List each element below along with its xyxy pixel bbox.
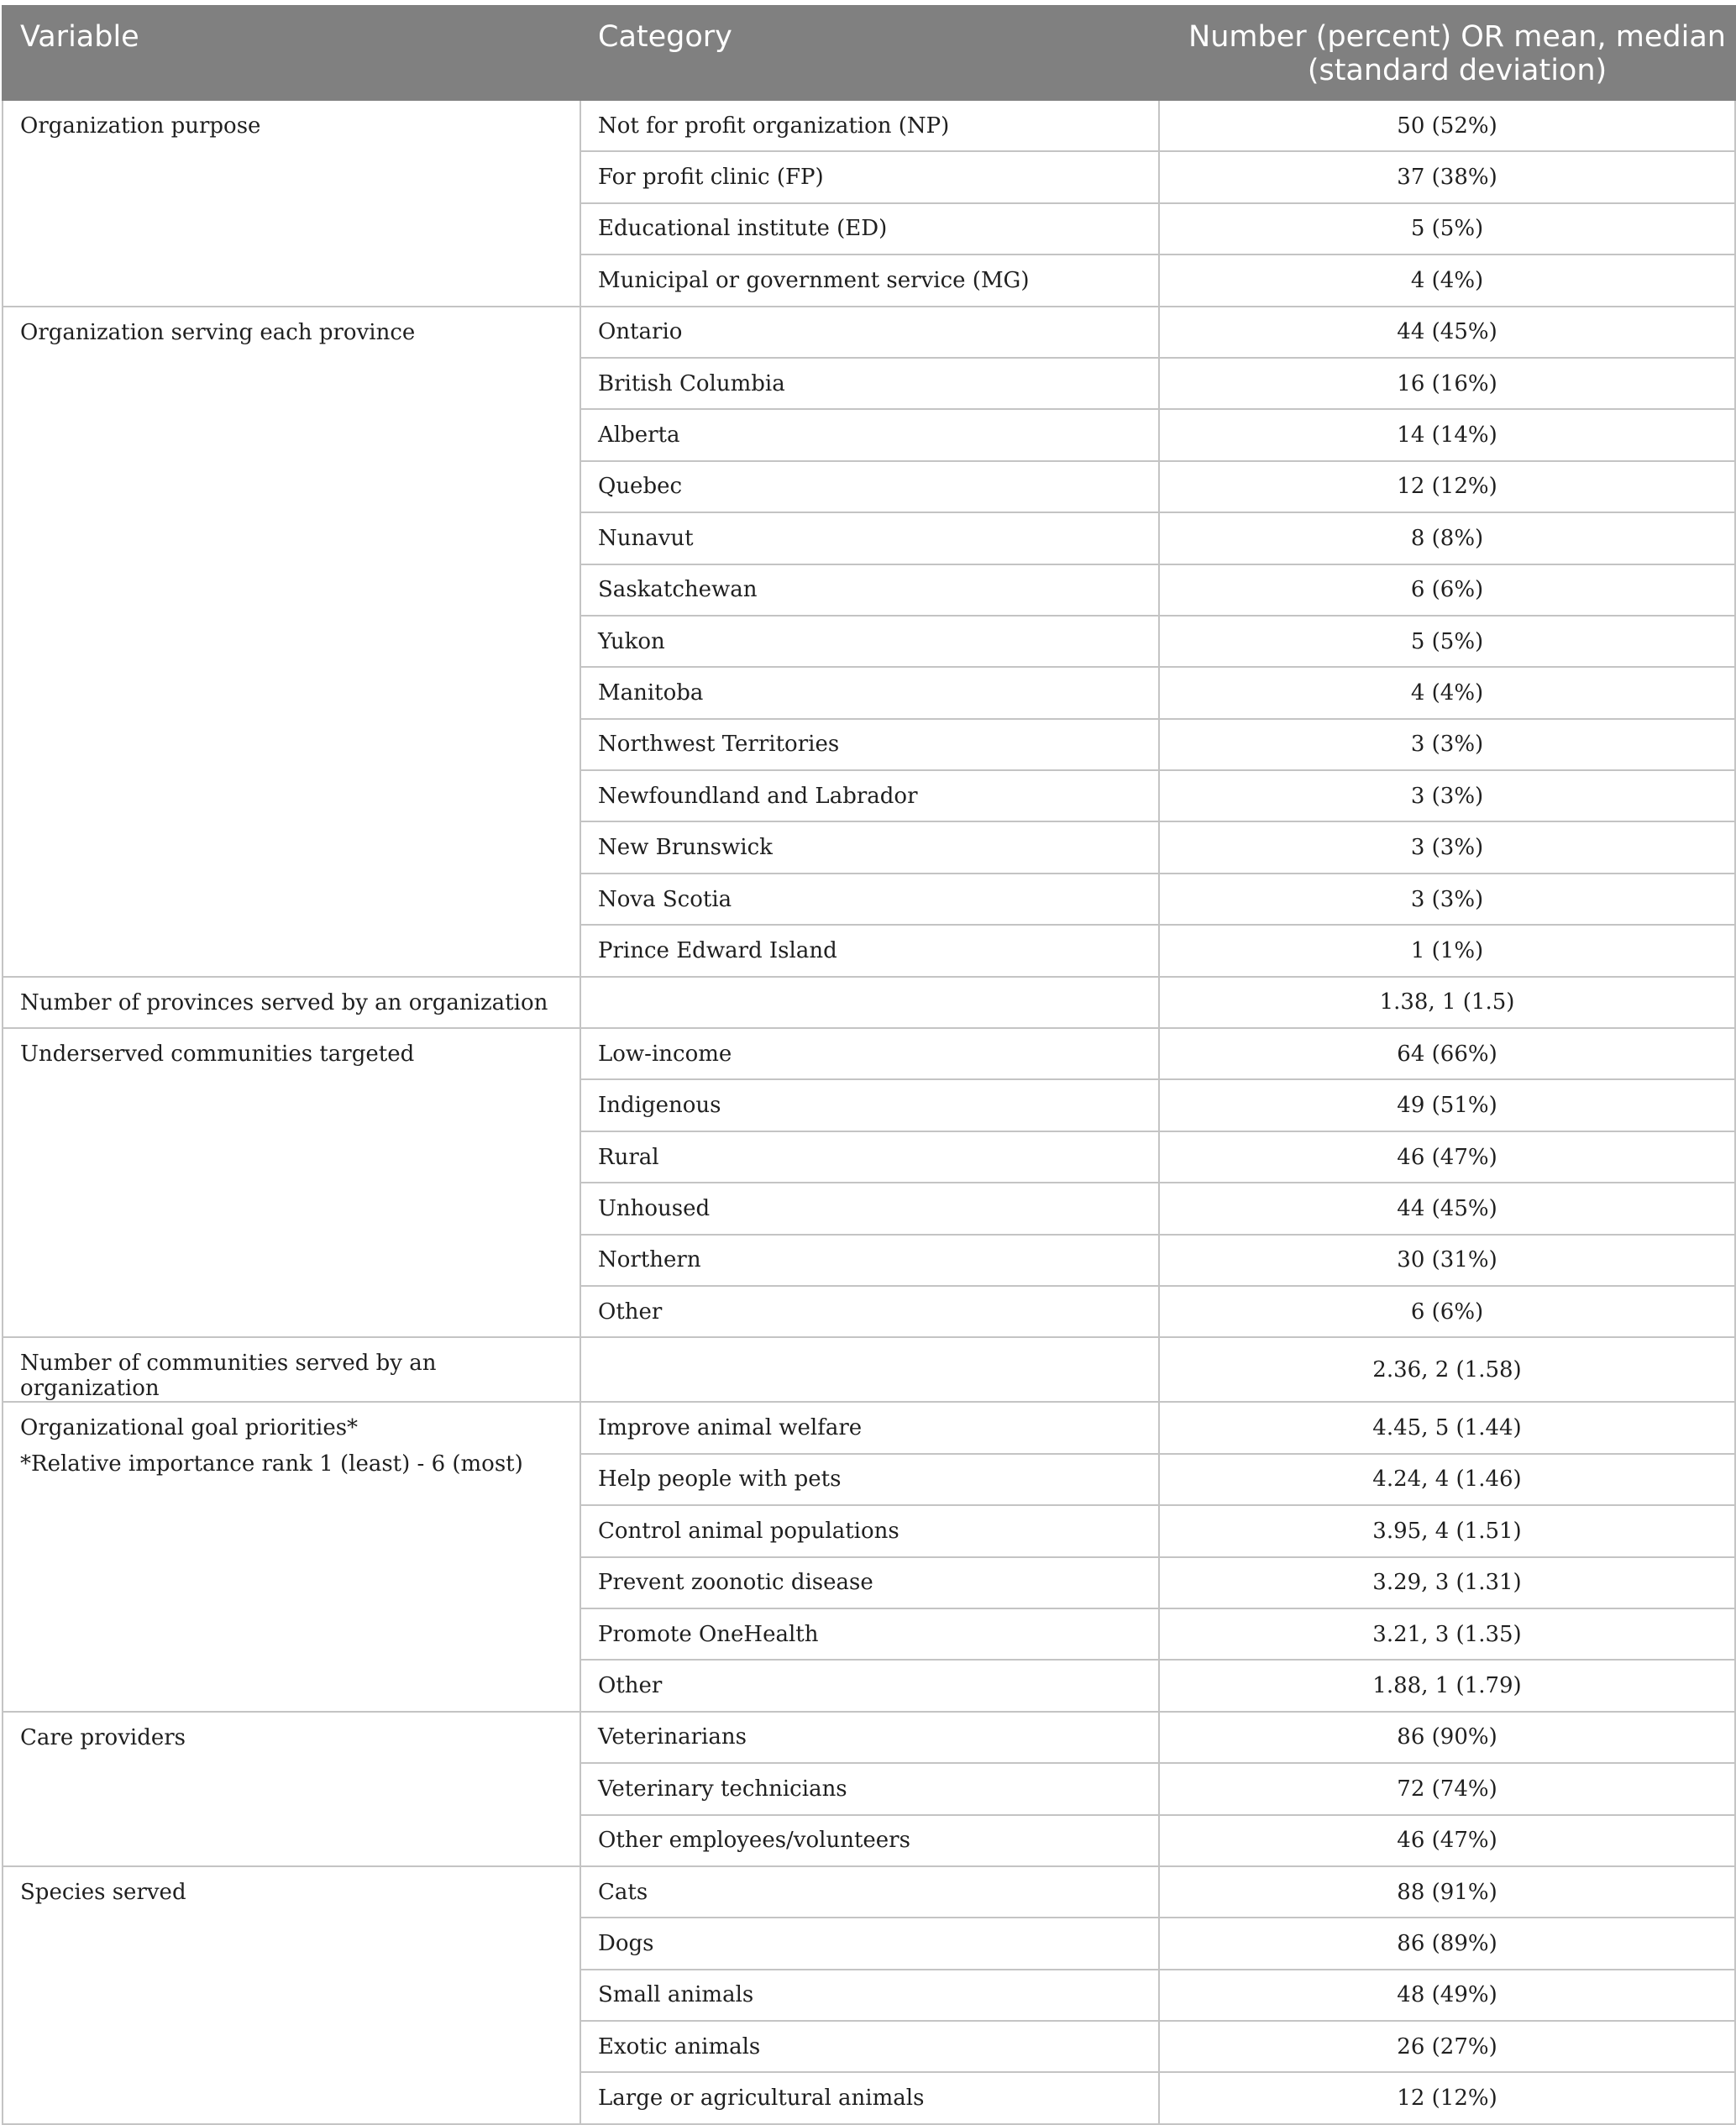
value-cell: 88 (91%) xyxy=(1159,1866,1735,1918)
value-cell: 4.24, 4 (1.46) xyxy=(1159,1454,1735,1505)
data-table xyxy=(2,5,1736,2125)
category-cell: Help people with pets xyxy=(580,1454,1159,1505)
category-cell: Small animals xyxy=(580,1970,1159,2021)
value-cell: 3 (3%) xyxy=(1159,770,1735,821)
value-cell: 37 (38%) xyxy=(1159,151,1735,202)
value-cell: 14 (14%) xyxy=(1159,409,1735,460)
value-cell: 4 (4%) xyxy=(1159,254,1735,306)
value-cell: 1.88, 1 (1.79) xyxy=(1159,1660,1735,1711)
variable-label: Organizational goal priorities* xyxy=(20,1415,359,1441)
variable-label: Species served xyxy=(20,1879,186,1905)
category-cell: Prevent zoonotic disease xyxy=(580,1557,1159,1608)
category-cell: Veterinarians xyxy=(580,1712,1159,1763)
category-cell: Improve animal welfare xyxy=(580,1402,1159,1453)
variable-cell xyxy=(3,1028,580,1337)
variable-label: Organization purpose xyxy=(20,113,261,139)
value-cell: 3.21, 3 (1.35) xyxy=(1159,1608,1735,1660)
category-cell: Newfoundland and Labrador xyxy=(580,770,1159,821)
variable-cell xyxy=(3,307,580,977)
category-cell xyxy=(580,977,1159,1028)
value-cell: 3.95, 4 (1.51) xyxy=(1159,1505,1735,1556)
category-cell: Other xyxy=(580,1286,1159,1337)
value-cell: 26 (27%) xyxy=(1159,2021,1735,2072)
category-cell: Educational institute (ED) xyxy=(580,203,1159,254)
variable-cell xyxy=(3,1866,580,2124)
value-cell: 1.38, 1 (1.5) xyxy=(1159,977,1735,1028)
value-cell: 86 (90%) xyxy=(1159,1712,1735,1763)
table-row xyxy=(3,1337,1735,1402)
category-cell: Quebec xyxy=(580,461,1159,512)
category-cell: Low-income xyxy=(580,1028,1159,1079)
category-cell: Yukon xyxy=(580,616,1159,667)
category-cell: Nunavut xyxy=(580,512,1159,564)
value-cell: 12 (12%) xyxy=(1159,2072,1735,2123)
value-cell: 48 (49%) xyxy=(1159,1970,1735,2021)
category-cell: Other xyxy=(580,1660,1159,1711)
category-cell: Rural xyxy=(580,1131,1159,1183)
value-cell: 8 (8%) xyxy=(1159,512,1735,564)
category-cell: Manitoba xyxy=(580,667,1159,718)
value-cell: 16 (16%) xyxy=(1159,358,1735,409)
value-cell: 3.29, 3 (1.31) xyxy=(1159,1557,1735,1608)
table-row xyxy=(3,977,1735,1028)
value-cell: 44 (45%) xyxy=(1159,1183,1735,1234)
table-row xyxy=(3,1866,1735,1918)
table-row xyxy=(3,1402,1735,1453)
category-cell: Large or agricultural animals xyxy=(580,2072,1159,2123)
value-cell: 6 (6%) xyxy=(1159,1286,1735,1337)
value-cell: 30 (31%) xyxy=(1159,1235,1735,1286)
value-cell: 1 (1%) xyxy=(1159,925,1735,976)
variable-cell xyxy=(3,1712,580,1866)
table-row xyxy=(3,307,1735,358)
category-cell: Nova Scotia xyxy=(580,874,1159,925)
variable-cell xyxy=(3,977,580,1028)
category-cell: Other employees/volunteers xyxy=(580,1815,1159,1866)
variable-label: Number of communities served by an organization xyxy=(20,1351,437,1402)
variable-label: Care providers xyxy=(20,1724,186,1750)
category-cell: Alberta xyxy=(580,409,1159,460)
table-row xyxy=(3,100,1735,151)
header-variable: Variable xyxy=(3,6,580,100)
value-cell: 4.45, 5 (1.44) xyxy=(1159,1402,1735,1453)
category-cell: Not for profit organization (NP) xyxy=(580,100,1159,151)
value-cell: 46 (47%) xyxy=(1159,1131,1735,1183)
value-cell: 6 (6%) xyxy=(1159,564,1735,616)
variable-note: *Relative importance rank 1 (least) - 6 (most) xyxy=(20,1451,523,1477)
category-cell: Northern xyxy=(580,1235,1159,1286)
value-cell: 72 (74%) xyxy=(1159,1763,1735,1814)
table-row xyxy=(3,1712,1735,1763)
value-cell: 5 (5%) xyxy=(1159,616,1735,667)
category-cell: New Brunswick xyxy=(580,821,1159,873)
header-value: Number (percent) OR mean, median (standard deviation) xyxy=(1159,6,1735,100)
value-cell: 12 (12%) xyxy=(1159,461,1735,512)
value-cell: 3 (3%) xyxy=(1159,821,1735,873)
value-cell: 5 (5%) xyxy=(1159,203,1735,254)
value-cell: 86 (89%) xyxy=(1159,1918,1735,1969)
header-row xyxy=(3,6,1735,100)
category-cell: Veterinary technicians xyxy=(580,1763,1159,1814)
value-cell: 50 (52%) xyxy=(1159,100,1735,151)
value-cell: 46 (47%) xyxy=(1159,1815,1735,1866)
value-cell: 3 (3%) xyxy=(1159,874,1735,925)
category-cell: Promote OneHealth xyxy=(580,1608,1159,1660)
variable-label: Underserved communities targeted xyxy=(20,1042,415,1068)
value-cell: 2.36, 2 (1.58) xyxy=(1159,1337,1735,1402)
value-cell: 4 (4%) xyxy=(1159,667,1735,718)
category-cell xyxy=(580,1337,1159,1402)
category-cell: Ontario xyxy=(580,307,1159,358)
category-cell: Prince Edward Island xyxy=(580,925,1159,976)
table-body xyxy=(3,100,1735,2124)
variable-label: Organization serving each province xyxy=(20,319,416,345)
value-cell: 3 (3%) xyxy=(1159,719,1735,770)
category-cell: Unhoused xyxy=(580,1183,1159,1234)
category-cell: Indigenous xyxy=(580,1079,1159,1131)
category-cell: British Columbia xyxy=(580,358,1159,409)
variable-cell xyxy=(3,1402,580,1711)
category-cell: Exotic animals xyxy=(580,2021,1159,2072)
value-cell: 49 (51%) xyxy=(1159,1079,1735,1131)
category-cell: For profit clinic (FP) xyxy=(580,151,1159,202)
header-category: Category xyxy=(580,6,1159,100)
value-cell: 44 (45%) xyxy=(1159,307,1735,358)
value-cell: 64 (66%) xyxy=(1159,1028,1735,1079)
category-cell: Saskatchewan xyxy=(580,564,1159,616)
table-row xyxy=(3,1028,1735,1079)
variable-cell xyxy=(3,100,580,307)
category-cell: Northwest Territories xyxy=(580,719,1159,770)
variable-label: Number of provinces served by an organization xyxy=(20,989,548,1015)
category-cell: Control animal populations xyxy=(580,1505,1159,1556)
category-cell: Municipal or government service (MG) xyxy=(580,254,1159,306)
category-cell: Dogs xyxy=(580,1918,1159,1969)
category-cell: Cats xyxy=(580,1866,1159,1918)
variable-cell xyxy=(3,1337,580,1402)
